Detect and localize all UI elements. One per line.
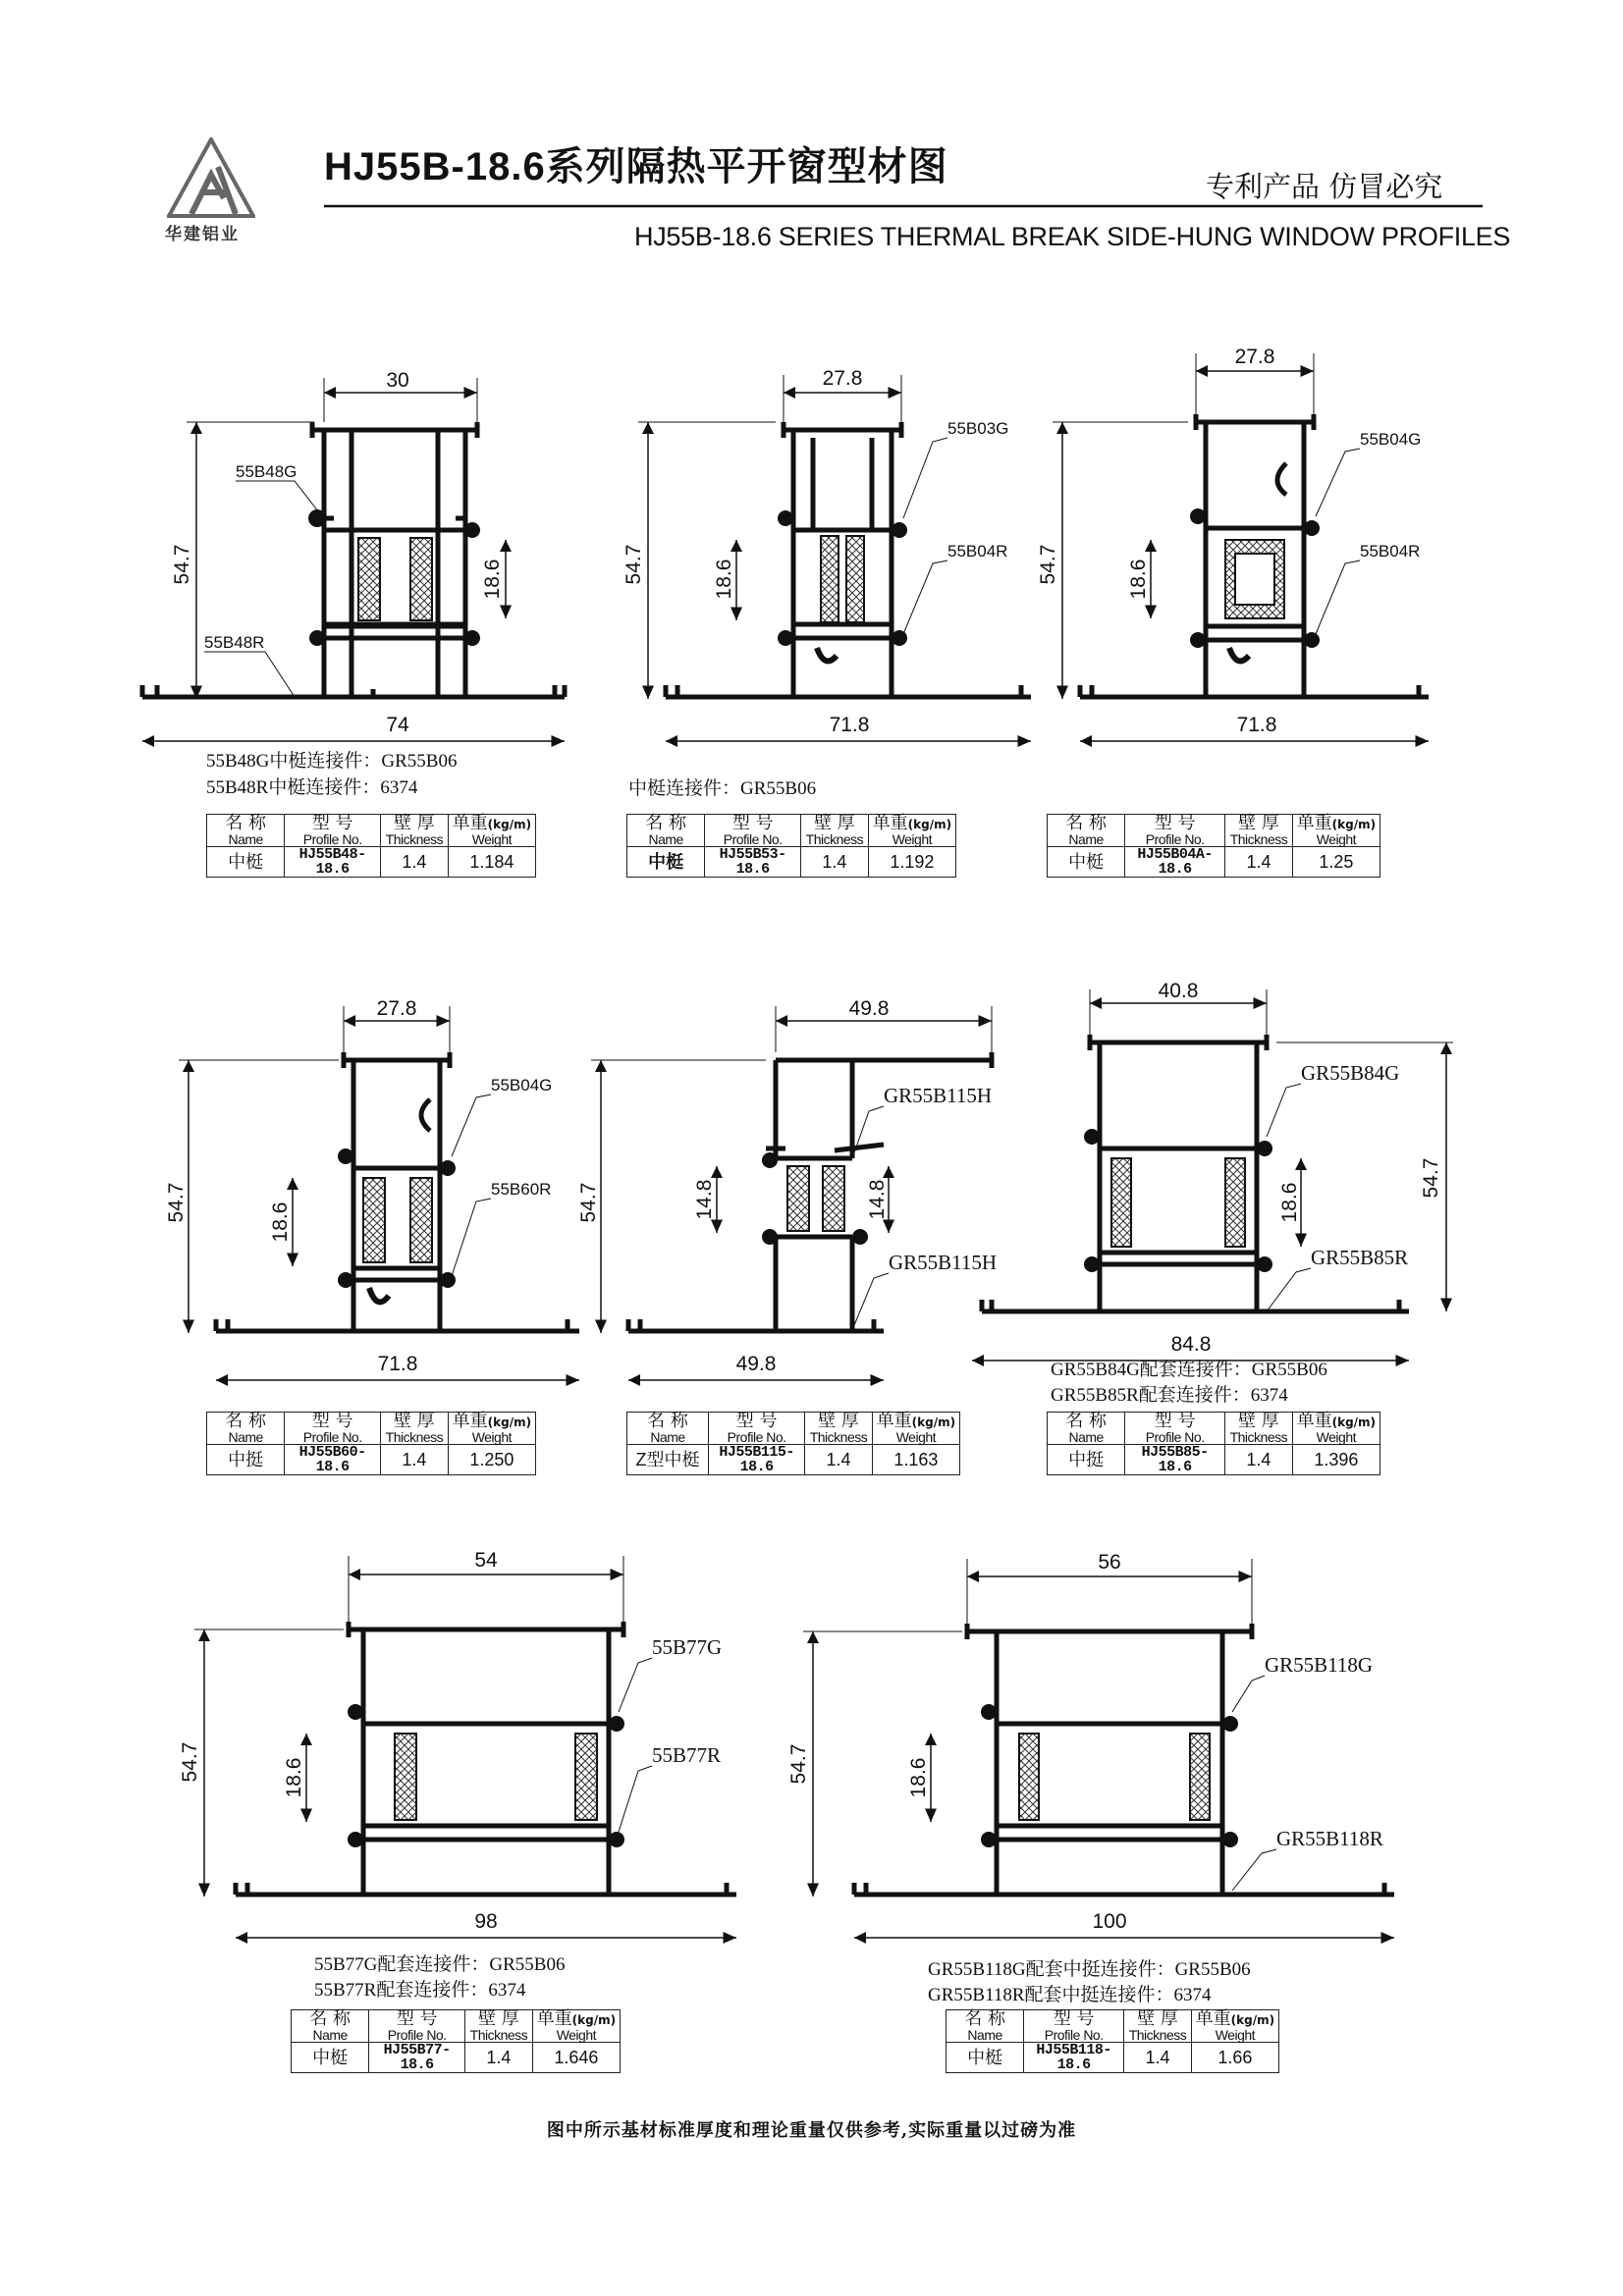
spec-profile: HJ55B115-18.6 — [709, 1445, 805, 1475]
spec-thickness: 1.4 — [381, 1445, 449, 1475]
spec-profile: HJ55B118-18.6 — [1024, 2043, 1124, 2073]
spec-table-5: 名 称 Name 型 号 Profile No. 壁 厚 Thickness 单重(kg/m) Weight Z型中梃 HJ55B115-18.6 1.4 1.163 — [626, 1412, 960, 1475]
spec-name: 中挺 — [1048, 1445, 1125, 1475]
profile-drawing-6 — [962, 982, 1473, 1414]
dim-height: 54.7 — [1420, 1157, 1442, 1199]
part-tag: 55B48G — [236, 462, 298, 481]
profile-drawing-8 — [785, 1541, 1414, 1953]
logo-text: 华建铝业 — [165, 225, 240, 243]
spec-weight: 1.184 — [448, 847, 535, 878]
dim-bottom: 84.8 — [1170, 1333, 1212, 1356]
spec-table-2: 名 称 Name 型 号 Profile No. 壁 厚 Thickness 单重(kg/m) Weight 中梃 HJ55B53-18.6 1.4 1.192 — [626, 814, 956, 878]
dim-height: 54.7 — [622, 544, 645, 585]
dim-break: 18.6 — [1278, 1182, 1301, 1223]
spec-weight: 1.396 — [1292, 1445, 1380, 1475]
profile-drawing-4 — [165, 991, 609, 1404]
profile-drawing-5 — [577, 991, 1021, 1404]
spec-weight: 1.163 — [872, 1445, 959, 1475]
spec-thickness: 1.4 — [1225, 1445, 1293, 1475]
spec-profile: HJ55B60-18.6 — [285, 1445, 381, 1475]
part-tag: 55B04G — [1360, 430, 1422, 449]
profile-drawing-1 — [171, 353, 619, 746]
spec-thickness: 1.4 — [465, 2043, 533, 2073]
thermal-strip — [410, 538, 432, 620]
spec-thickness: 1.4 — [1124, 2043, 1192, 2073]
spec-name: 中梃 — [207, 847, 285, 878]
note-line: 55B77G配套连接件：GR55B06 — [314, 1954, 566, 1975]
profile-drawing-2 — [622, 353, 1051, 746]
dim-height: 54.7 — [171, 544, 193, 585]
part-tag: 55B77R — [652, 1743, 722, 1767]
dim-bottom: 98 — [474, 1910, 498, 1933]
spec-name: 中梃 — [1048, 847, 1125, 878]
spec-name: 中梃 — [947, 2043, 1024, 2073]
dim-break: 18.6 — [283, 1757, 305, 1798]
part-tag: 55B04R — [1360, 542, 1421, 561]
spec-table-4: 名 称 Name 型 号 Profile No. 壁 厚 Thickness 单重(kg/m) Weight 中挺 HJ55B60-18.6 1.4 1.250 — [206, 1412, 536, 1475]
dim-break: 18.6 — [1127, 559, 1150, 600]
page-subtitle: HJ55B-18.6 SERIES THERMAL BREAK SIDE-HUNG WINDOW PROFILES — [634, 222, 1511, 251]
dim-break: 18.6 — [713, 559, 735, 600]
spec-profile: HJ55B48-18.6 — [285, 847, 381, 878]
part-tag: 55B48R — [204, 633, 265, 652]
note-line: 55B48G中梃连接件：GR55B06 — [206, 751, 458, 772]
part-tag: 55B77G — [652, 1635, 723, 1659]
spec-profile: HJ55B04A-18.6 — [1125, 847, 1225, 878]
part-tag: GR55B84G — [1301, 1061, 1400, 1085]
spec-name: 中挺 — [207, 1445, 285, 1475]
dim-bottom: 74 — [386, 714, 409, 736]
part-tag: 55B60R — [491, 1180, 552, 1199]
dim-top: 30 — [386, 369, 409, 392]
dim-bottom: 49.8 — [735, 1353, 777, 1375]
spec-thickness: 1.4 — [801, 847, 869, 878]
spec-weight: 1.250 — [448, 1445, 535, 1475]
dim-break: 18.6 — [481, 559, 504, 600]
part-tag: 55B03G — [947, 419, 1009, 438]
spec-weight: 1.25 — [1292, 847, 1380, 878]
spec-thickness: 1.4 — [1225, 847, 1293, 878]
spec-name: Z型中梃 — [627, 1445, 709, 1475]
dim-top: 40.8 — [1158, 980, 1199, 1002]
dim-height: 54.7 — [1037, 544, 1059, 585]
spec-thickness: 1.4 — [805, 1445, 873, 1475]
dim-top: 54 — [474, 1549, 498, 1572]
spec-profile: HJ55B77-18.6 — [369, 2043, 465, 2073]
note-line: 55B48R中梃连接件：6374 — [206, 777, 418, 798]
spec-weight: 1.66 — [1191, 2043, 1278, 2073]
spec-table-7: 名 称 Name 型 号 Profile No. 壁 厚 Thickness 单重(kg/m) Weight 中梃 HJ55B77-18.6 1.4 1.646 — [291, 2009, 621, 2073]
profile-drawing-7 — [177, 1541, 766, 1953]
page-title: HJ55B-18.6系列隔热平开窗型材图 — [324, 145, 948, 188]
dim-bottom: 71.8 — [829, 714, 870, 736]
spec-profile: HJ55B85-18.6 — [1125, 1445, 1225, 1475]
dim-break-2: 14.8 — [866, 1179, 889, 1220]
dim-bottom: 71.8 — [1236, 714, 1277, 736]
spec-table-8: 名 称 Name 型 号 Profile No. 壁 厚 Thickness 单重(kg/m) Weight 中梃 HJ55B118-18.6 1.4 1.66 — [946, 2009, 1279, 2073]
note-line: 中梃连接件：GR55B06 — [628, 778, 817, 799]
spec-weight: 1.192 — [868, 847, 955, 878]
dim-height: 54.7 — [179, 1741, 201, 1783]
dim-top: 27.8 — [1234, 346, 1275, 368]
dim-break: 14.8 — [693, 1179, 716, 1220]
patent-notice: 专利产品 仿冒必究 — [1206, 170, 1443, 203]
part-tag: 55B04R — [947, 542, 1008, 561]
profile-drawing-3 — [1037, 334, 1453, 746]
dim-top: 56 — [1098, 1551, 1121, 1574]
spec-table-6: 名 称 Name 型 号 Profile No. 壁 厚 Thickness 单重(kg/m) Weight 中挺 HJ55B85-18.6 1.4 1.396 — [1047, 1412, 1380, 1475]
dim-break: 18.6 — [907, 1757, 930, 1798]
note-line: GR55B84G配套连接件：GR55B06 — [1051, 1360, 1327, 1380]
note-line: GR55B85R配套连接件：6374 — [1051, 1385, 1288, 1406]
dim-height: 54.7 — [787, 1743, 810, 1785]
thermal-strip — [358, 538, 380, 620]
part-tag: GR55B115H — [884, 1084, 993, 1107]
spec-table-1: 名 称 Name 型 号 Profile No. 壁 厚 Thickness 单重(kg/m) Weight 中梃 HJ55B48-18.6 1.4 1.184 — [206, 814, 536, 878]
spec-profile: HJ55B53-18.6 — [705, 847, 801, 878]
note-line: 55B77R配套连接件：6374 — [314, 1980, 526, 2001]
spec-name: 中梃 — [627, 847, 705, 878]
part-tag: GR55B118G — [1265, 1653, 1374, 1677]
dim-top: 27.8 — [376, 997, 417, 1020]
part-tag: GR55B85R — [1311, 1246, 1409, 1269]
spec-thickness: 1.4 — [381, 847, 449, 878]
dim-bottom: 71.8 — [377, 1353, 418, 1375]
spec-name: 中梃 — [292, 2043, 369, 2073]
dim-bottom: 100 — [1092, 1910, 1127, 1933]
note-line: GR55B118R配套中挺连接件：6374 — [928, 1985, 1212, 2005]
dim-height: 54.7 — [165, 1182, 188, 1223]
footer-disclaimer: 图中所示基材标准厚度和理论重量仅供参考,实际重量以过磅为准 — [546, 2120, 1077, 2141]
dim-top: 49.8 — [848, 997, 890, 1020]
part-tag: GR55B115H — [889, 1251, 998, 1274]
note-line: GR55B118G配套中挺连接件：GR55B06 — [928, 1959, 1251, 1980]
spec-weight: 1.646 — [532, 2043, 620, 2073]
spec-table-3: 名 称 Name 型 号 Profile No. 壁 厚 Thickness 单重(kg/m) Weight 中梃 HJ55B04A-18.6 1.4 1.25 — [1047, 814, 1380, 878]
dim-height: 54.7 — [577, 1182, 600, 1223]
dim-top: 27.8 — [822, 367, 863, 390]
part-tag: 55B04G — [491, 1076, 553, 1095]
dim-break: 18.6 — [269, 1201, 292, 1243]
part-tag: GR55B118R — [1276, 1827, 1383, 1850]
